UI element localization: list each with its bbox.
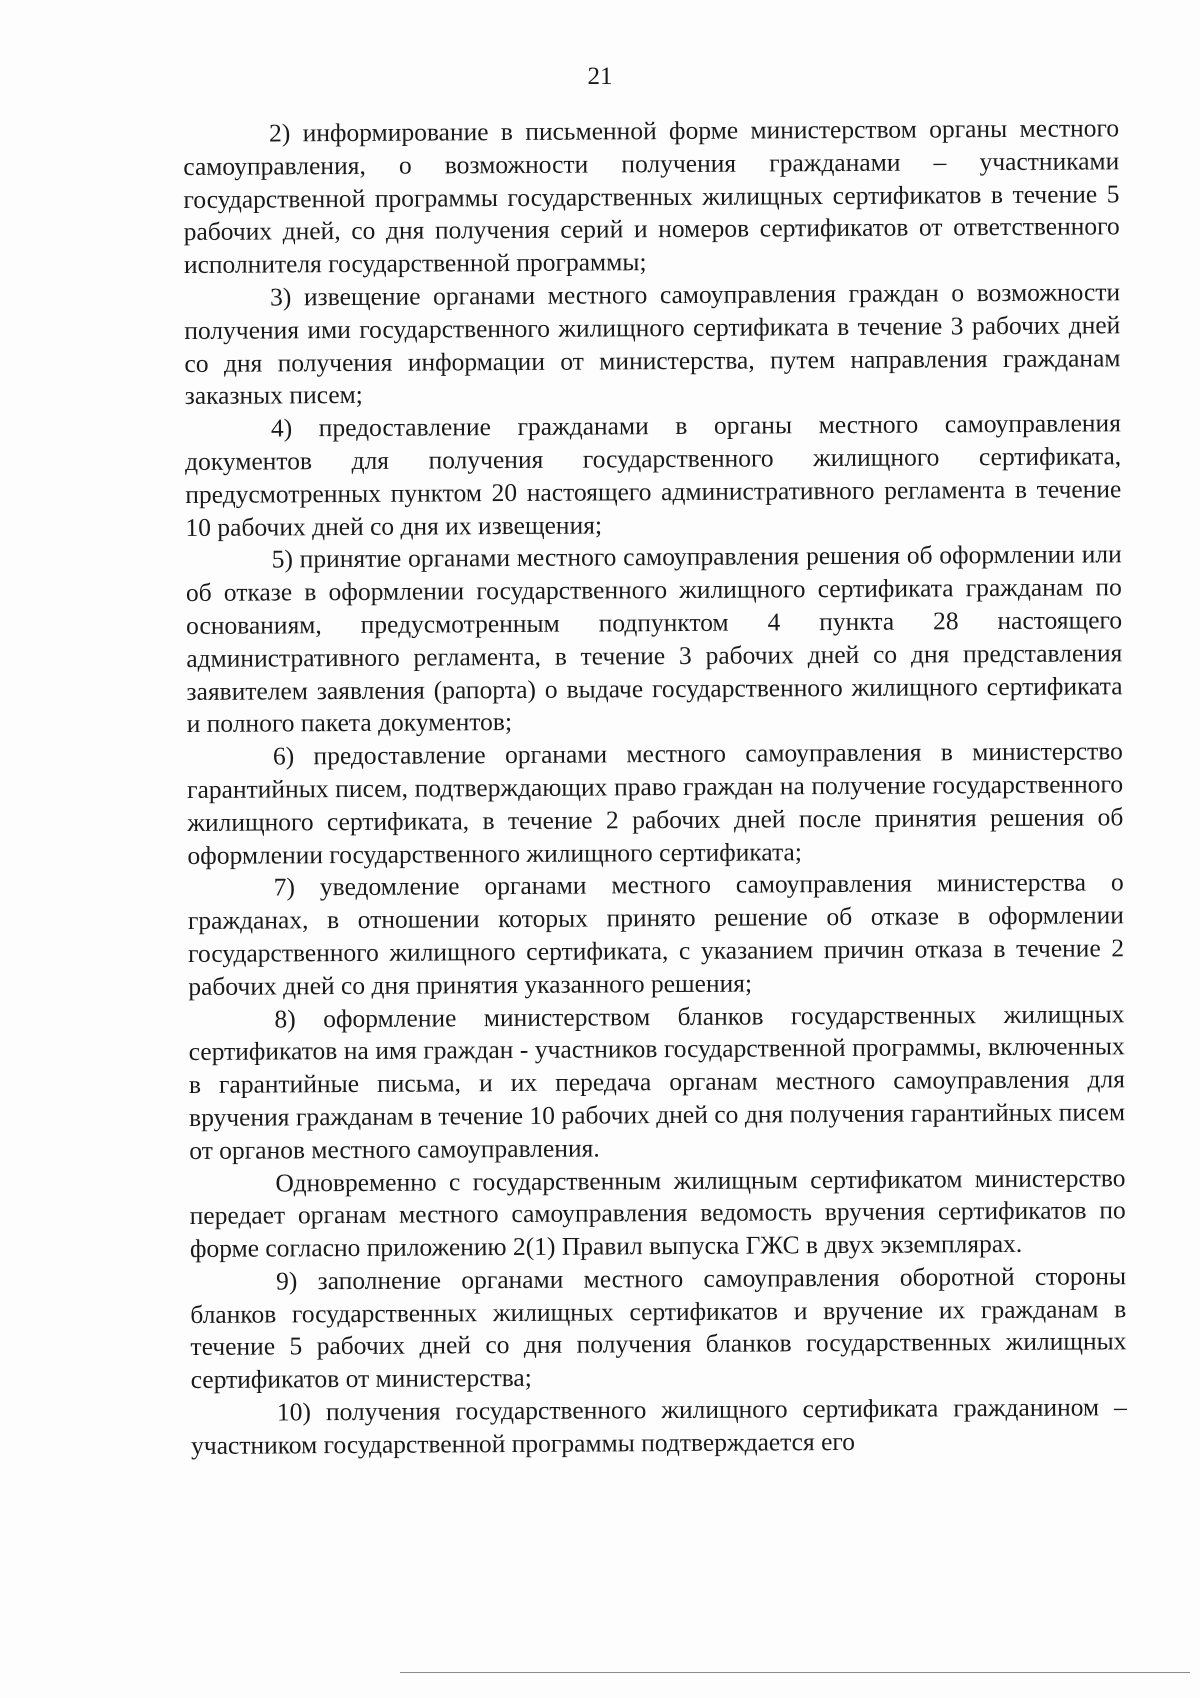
paragraph-item-3: 3) извещение органами местного самоуправления граждан о возможности получения ими государственного жилищного сертификата в течение 3 рабочих дней со дня получения информации от министерства, путем направления гражданам заказных писем; [184,277,1121,411]
scan-edge-line [400,1672,1190,1673]
paragraph-item-9: 9) заполнение органами местного самоуправления оборотной стороны бланков государственных жилищных сертификатов и вручение их гражданам в течение 5 рабочих дней со дня получения бланков государственных жилищных сертификатов от министерства; [190,1261,1127,1395]
page-number: 21 [587,63,613,90]
paragraph-simultaneously: Одновременно с государственным жилищным сертификатом министерство передает органам местного самоуправления ведомость вручения сертификатов по форме согласно приложению 2(1) Правил выпуска ГЖС в двух экземплярах. [189,1162,1126,1264]
paragraph-item-6: 6) предоставление органами местного самоуправления в министерство гарантийных писем, подтверждающих право граждан на получение государственного жилищного сертификата, в течение 2 рабочих дней после принятия решения об оформлении государственного жилищного сертификата; [187,736,1124,870]
paragraph-item-4: 4) предоставление гражданами в органы местного самоуправления документов для получения государственного жилищного сертификата, предусмотренных пунктом 20 настоящего административного регламента в течение 10 рабочих дней со дня их извещения; [185,408,1122,542]
document-body [183,112,1127,1462]
paragraph-item-8: 8) оформление министерством бланков государственных жилищных сертификатов на имя граждан - участников государственной программы, включенных в гарантийные письма, и их передача органам местного самоуправления для вручения гражданам в течение 10 рабочих дней со дня получения гарантийных писем от органов местного самоуправления. [188,998,1126,1165]
paragraph-item-10: 10) получения государственного жилищного сертификата гражданином – участником государственной программы подтверждается его [191,1392,1127,1460]
paragraph-item-2: 2) информирование в письменной форме министерством органы местного самоуправления, о возможности получения гражданами – участниками государственной программы государственных жилищных сертификатов в течение 5 рабочих дней, со дня получения серий и номеров сертификатов от ответственного исполнителя государственной программы; [183,113,1120,280]
paragraph-item-7: 7) уведомление органами местного самоуправления министерства о гражданах, в отношении которых принято решение об отказе в оформлении государственного жилищного сертификата, с указанием причин отказа в течение 2 рабочих дней со дня принятия указанного решения; [187,867,1125,1001]
paragraph-item-5: 5) принятие органами местного самоуправления решения об оформлении или об отказе в оформлении государственного жилищного сертификата гражданам по основаниям, предусмотренным подпунктом 4 пункта 28 настоящего административного регламента, в течение 3 рабочих дней со дня представления заявителем заявления (рапорта) о выдаче государственного жилищного сертификата и полного пакета документов; [185,539,1123,739]
